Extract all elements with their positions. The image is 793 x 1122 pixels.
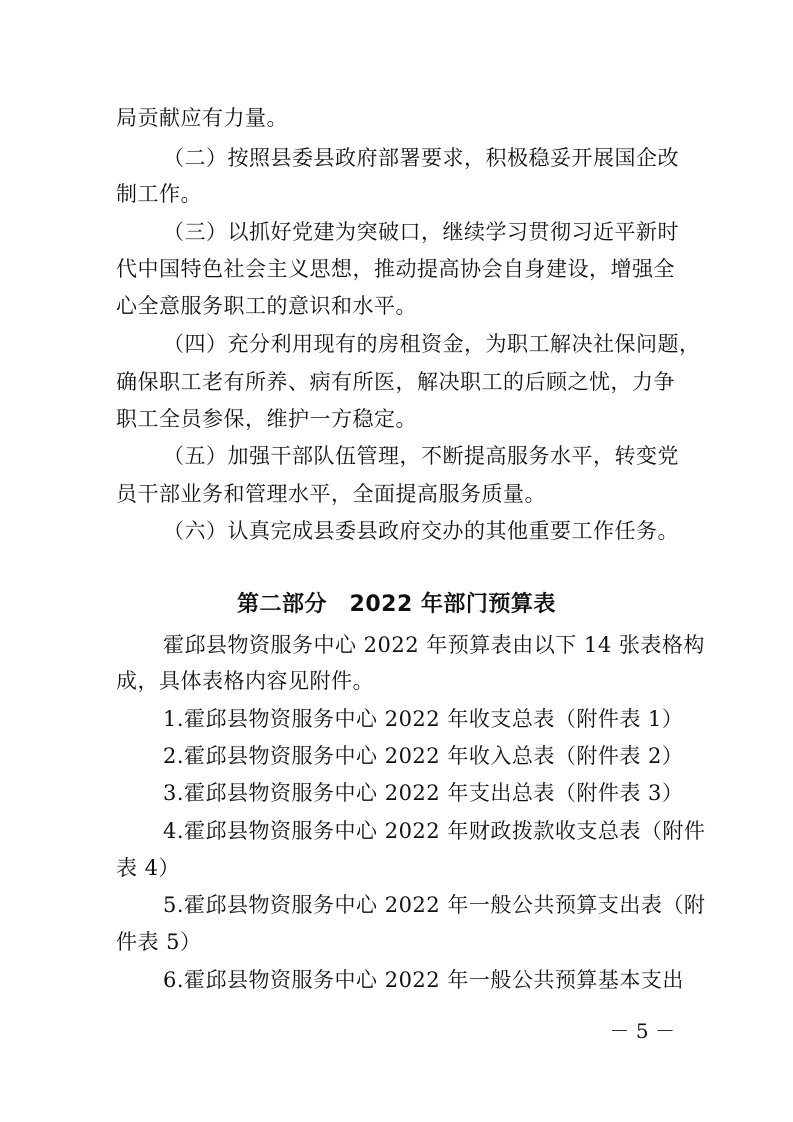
paragraph-line: 成，具体表格内容见附件。 [116, 669, 374, 693]
paragraph-line: （二）按照县委县政府部署要求，积极稳妥开展国企改 [163, 146, 679, 170]
list-item: 1.霍邱县物资服务中心 2022 年收支总表（附件表 1） [163, 707, 684, 731]
paragraph-line: 代中国特色社会主义思想，推动提高协会自身建设，增强全 [116, 257, 675, 281]
paragraph-line: 员干部业务和管理水平，全面提高服务质量。 [116, 482, 546, 506]
list-item: 3.霍邱县物资服务中心 2022 年支出总表（附件表 3） [163, 781, 684, 805]
paragraph-line: （四）充分利用现有的房租资金，为职工解决社保问题， [163, 332, 701, 356]
list-item: 4.霍邱县物资服务中心 2022 年财政拨款收支总表（附件 [163, 819, 706, 843]
paragraph-line: （五）加强干部队伍管理，不断提高服务水平，转变党 [163, 444, 679, 468]
paragraph-line: 心全意服务职工的意识和水平。 [116, 294, 417, 318]
paragraph-line: 制工作。 [116, 182, 202, 206]
list-item-continuation: 表 4） [116, 856, 181, 880]
page-number: － 5 － [609, 1019, 675, 1043]
section-heading: 第二部分 2022 年部门预算表 [237, 592, 556, 617]
list-item: 2.霍邱县物资服务中心 2022 年收入总表（附件表 2） [163, 744, 684, 768]
list-item: 6.霍邱县物资服务中心 2022 年一般公共预算基本支出 [163, 968, 684, 992]
list-item: 5.霍邱县物资服务中心 2022 年一般公共预算支出表（附 [163, 893, 706, 917]
paragraph-line: 职工全员参保，维护一方稳定。 [116, 407, 417, 431]
paragraph-line: （三）以抓好党建为突破口，继续学习贯彻习近平新时 [163, 220, 679, 244]
paragraph-line: （六）认真完成县委县政府交办的其他重要工作任务。 [163, 519, 679, 543]
paragraph-line: 确保职工老有所养、病有所医，解决职工的后顾之忧，力争 [116, 370, 675, 394]
paragraph-line: 霍邱县物资服务中心 2022 年预算表由以下 14 张表格构 [163, 633, 705, 657]
list-item-continuation: 件表 5） [116, 930, 202, 954]
paragraph-line: 局贡献应有力量。 [116, 106, 288, 130]
